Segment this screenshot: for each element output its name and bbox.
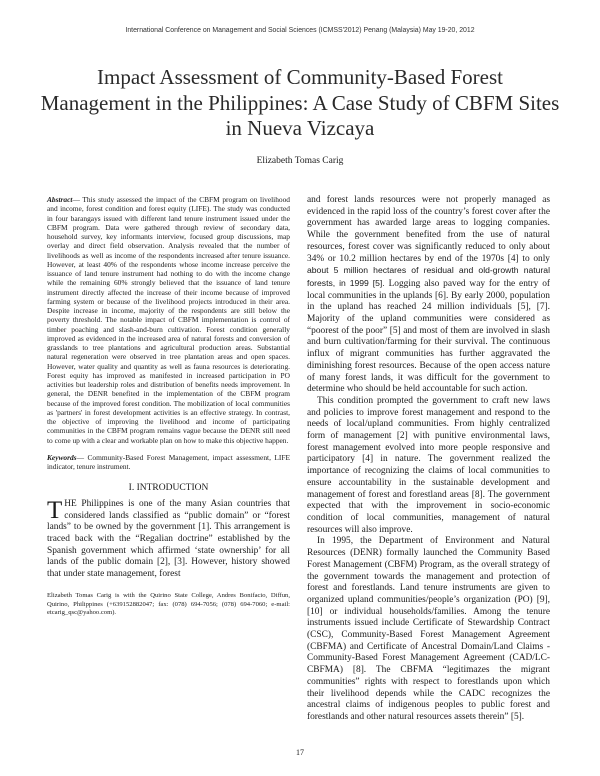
introduction-text: HE Philippines is one of the many Asian countries that considered lands classified as “public domain” or “forest lands” to be owned by the government [1]. This arrangement is traced back with the “Regalian doctrine” established by the Spanish government which affirmed ‘state ownership’ for all lands of the public domain [2], [3]. However, history showed that under state management, forest xyxy=(47,499,290,579)
abstract-label: Abstract xyxy=(47,195,73,204)
right-column xyxy=(307,195,550,724)
page-number: 17 xyxy=(296,748,304,757)
body-paragraph-1-end: Logging also paved way for the entry of local communities in the uplands [6]. By early 2000, population in the upland has reached 24 million individuals [5], [7]. Majority of the upland communities were considered as “poorest of the poor” [5] and most of them are involved in slash and burn cultivation/farming for their survival. The continuous influx of migrant communities has further aggravated the diminishing forest resources. Because of the open access nature of many forest lands, it was difficult for the government to determine who should be held accountable for such action. xyxy=(307,278,550,395)
keywords xyxy=(47,453,290,472)
body-paragraph-3: In 1995, the Department of Environment and Natural Resources (DENR) formally launched the Community Based Forest Management (CBFM) Program, as the overall strategy of the government towards the management and protection of forest and forestlands. Land tenure instruments are given to organized upland communities/people’s organization (PO) [9], [10] or individual households/families. Among the tenure instruments issued include Certificate of Stewardship Contract (CSC), Community-Based Forest Management Agreement (CBFMA) and Certificate of Ancestral Domain/Land Claims - Community-Based Forest Management Agreement (CAD/LC-CBFMA) [8]. The CBFMA “legitimazes the migrant communities” rights with respect to forestlands upon which their livelihood depends while the CADC recognizes the ancestral claims of indigenous peoples to public forest and forestlands and other natural resources assets therein” [5]. xyxy=(307,536,550,722)
abstract-text: — This study assessed the impact of the CBFM program on livelihood and income, forest condition and forest equity (LIFE). The study was conducted in four barangays issued with different land tenure instrument issued under the CBFM program. Data were gathered through review of secondary data, household survey, key informants interview, focused group discussions, map overlay and direct field observation. Analysis revealed that the number of livelihoods as well as income of the respondents increased after tenure issuance. However, at least 40% of the respondents whose income increase perceive the issuance of land tenure instrument had nothing to do with the income change while the remaining 60% strongly believed that the issuance of land tenure instrument directly affected the increase of their income because of improved farming system or because of the livelihood projects introduced in their area. Despite increase in income, majority of the respondents are still below the poverty threshold. The notable impact of CBFM implementation is control of timber poaching and slash-and-burn cultivation. Forest condition generally improved as evidenced in the increased area of natural forests and conversion of grasslands to tree plantations and agricultural production areas. Substantial natural regeneration were observed in tree plantation areas and open spaces. However, water quality and quantity as well as fauna resources is deteriorating. Forest equity has improved as manifested in increased participation in PO activities but leadership roles and distribution of benefits needs improvement. In general, the DENR benefited in the implementation of the CBFM program because of the improved forest condition. The mobilization of local communities as 'partners' in forest development activities is an effective strategy. In contrast, the objective of improving the livelihood and income of participating communities in the CBFM program remains vague because the DENR still need to come up with a clear and workable plan on how to make this objective happen. xyxy=(47,195,290,445)
body-paragraph-1 xyxy=(307,195,550,396)
introduction-paragraph xyxy=(47,499,290,580)
body-paragraph-1-start: and forest lands resources were not properly managed as evidenced in the rapid loss of the country’s forest cover after the government has awarded large areas to logging companies. While the government benefited from the use of natural resources, forest cover was significantly reduced to only about 34% or 10.2 million hectares by end of the 1970s [4] to only xyxy=(307,195,550,264)
keywords-text: — Community-Based Forest Management, impact assessment, LIFE indicator, tenure instrument. xyxy=(47,452,290,471)
body-paragraph-2: This condition prompted the government to craft new laws and policies to improve forest management and respond to the needs of local/upland communities. From highly centralized form of management [2] with punitive environmental laws, forest management evolved into more people responsive and participatory [4] in nature. The government realized the importance of recognizing the claims of local communities to ensure accountability in the sustainable development and management of forest and forestland areas [8]. The government expected that with the improvement in socio-economic condition of local communities, management of natural resources will also improve. xyxy=(307,395,550,535)
author-name: Elizabeth Tomas Carig xyxy=(256,156,344,166)
left-column xyxy=(47,195,290,617)
highlighted-phrase: about 5 million hectares of residual and old-growth natural forests, in 1999 [5]. xyxy=(307,265,550,288)
running-header: International Conference on Management and Social Sciences (ICMSS'2012) Penang (Malaysia) May 19-20, 2012 xyxy=(125,27,475,34)
keywords-label: Keywords xyxy=(47,452,77,462)
section-heading-introduction: I. INTRODUCTION xyxy=(128,483,209,494)
drop-cap: T xyxy=(47,497,63,525)
abstract xyxy=(47,195,290,445)
author-footnote: Elizabeth Tomas Carig is with the Quirino State College, Andres Bonifacio, Diffun, Quirino, Philippines (+639152882047; fax: (078) 694-7056; (078) 694-7060; e-mail: etcarig_qsc@yahoo.com). xyxy=(47,592,290,616)
paper-title: Impact Assessment of Community-Based Forest Management in the Philippines: A Case Study of CBFM Sites in Nueva Vizcaya xyxy=(40,65,560,140)
